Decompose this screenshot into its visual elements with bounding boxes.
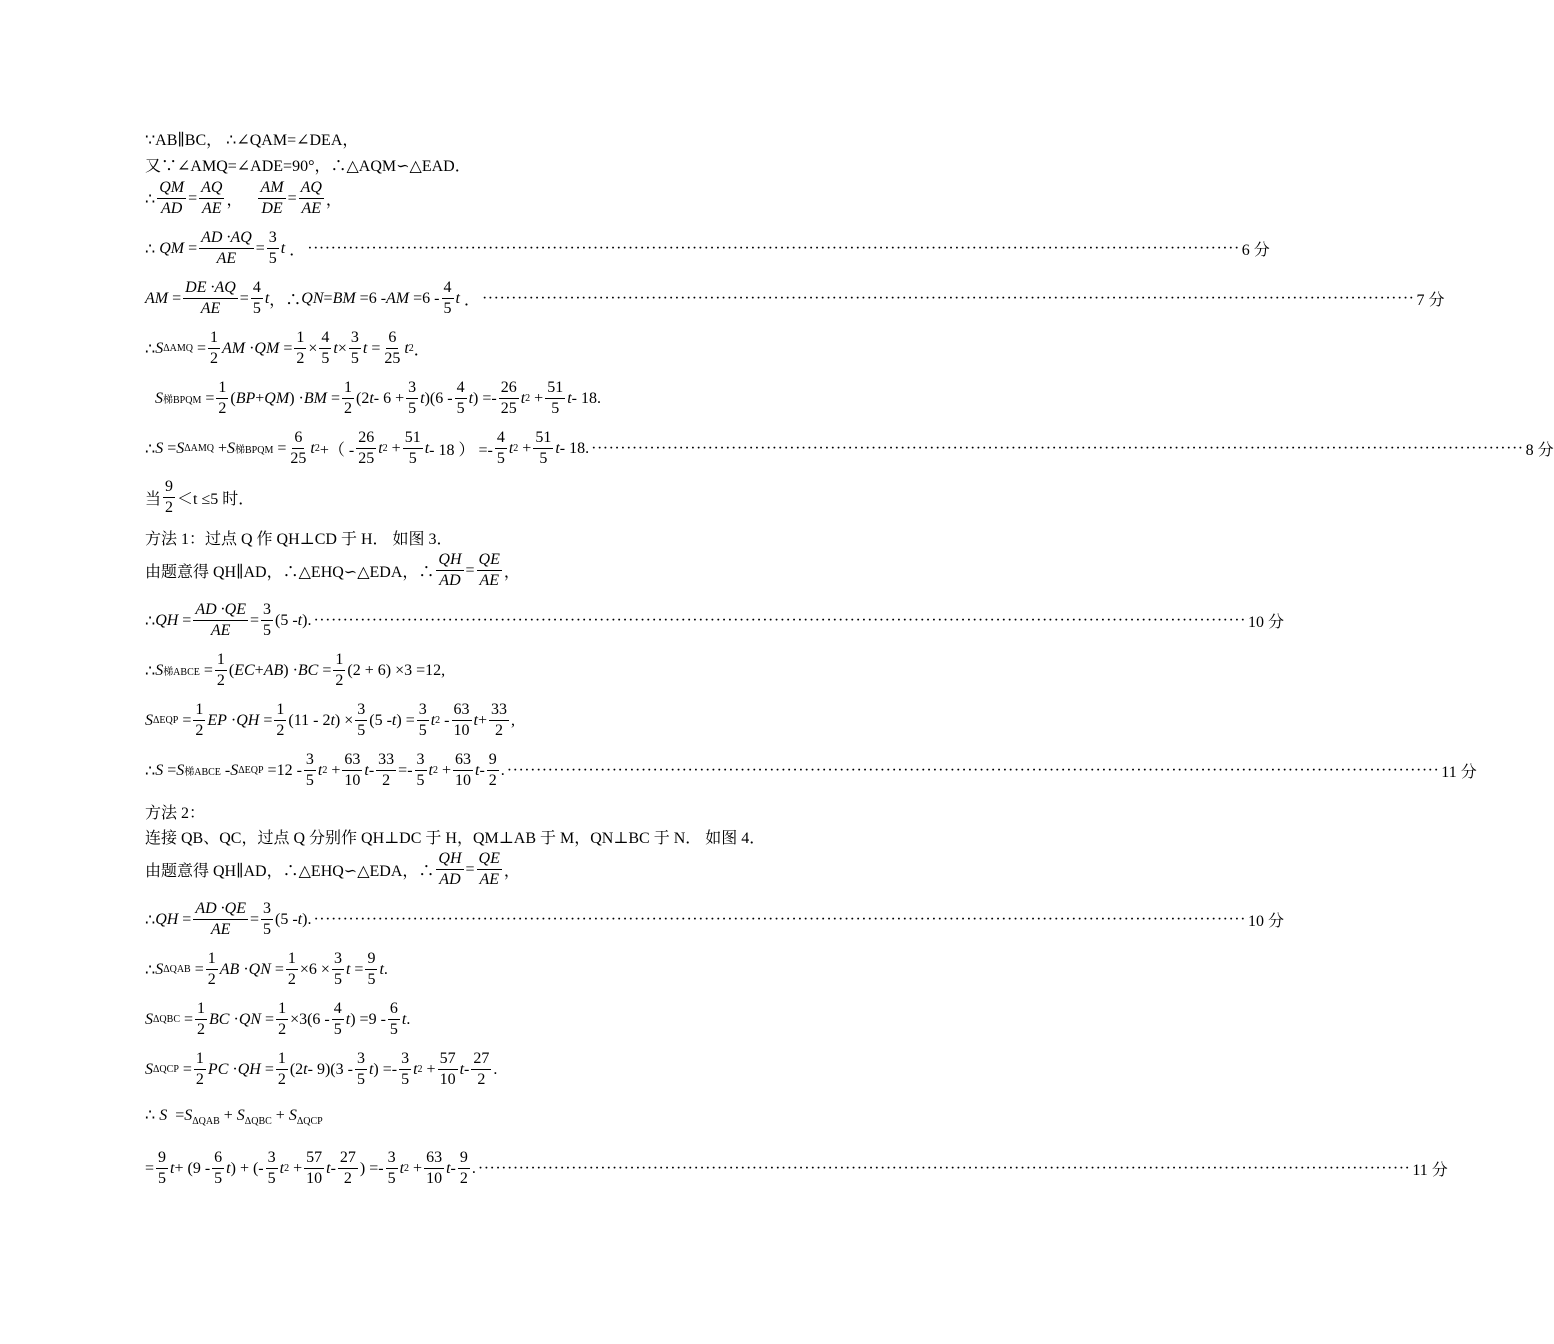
- equation-line: S ΔEQP = $\frac{1}{2}$ EP · QH = $\frac{1}{2}$ (11 - 2 t ) × $\frac{3}{5}$ (5 - t ) = $\frac{3}{5}$ t 2 - $\frac{63}{10}$ t + $\frac{33}{2}$ ,: [145, 701, 515, 739]
- equation-line: ∴ S ΔAMQ = $\frac{1}{2}$ AM · QM = $\frac{1}{2}$ × $\frac{4}{5}$ t × $\frac{3}{5}$ t = $\frac{6}{25}$ t 2 ．: [145, 329, 430, 367]
- text-line: [145, 153, 810, 176]
- score-marker: 11 分: [1412, 1162, 1448, 1179]
- equation-line: ∴ $S =S_{\Delta QAB} + S_{\Delta QBC} + S_{\Delta QCP}$: [145, 1107, 323, 1127]
- equation-line: ∴ QH = $\frac{AD \cdot QE}{AE}$ = $\frac{3}{5}$ (5 - t ). ································································································································································ 10 分: [145, 601, 1284, 639]
- equation-line: ∴ S 梯ABCE = $\frac{1}{2}$ ( EC + AB ) · BC = $\frac{1}{2}$ (2 + 6) ×3 =12,: [145, 651, 446, 689]
- dot-leader: ································································································································································: [506, 761, 1440, 779]
- method-heading: 方法 1：过点 Q 作 QH⊥CD 于 H． 如图 3．: [145, 531, 453, 548]
- dot-leader: ································································································································································: [481, 289, 1415, 307]
- proof-statement: 由题意得 QH∥AD，∴△EHQ∽△EDA，∴: [145, 863, 435, 880]
- condition-text: 当: [145, 491, 162, 508]
- equation-line: S ΔQBC = $\frac{1}{2}$ BC · QN = $\frac{1}{2}$ ×3(6 - $\frac{4}{5}$ t ) =9 - $\frac{6}{5}$ t .: [145, 1000, 411, 1038]
- equation-line: 由题意得 QH∥AD，∴△EHQ∽△EDA，∴ $\frac{QH}{AD}$ = $\frac{QE}{AE}$ ，: [145, 551, 520, 589]
- text-line: [145, 127, 810, 150]
- score-marker: 10 分: [1247, 913, 1284, 930]
- equation-line: ∴ QM = $\frac{AD \cdot AQ}{AE}$ = $\frac{3}{5}$ t ． ································································································································································ 6 分: [145, 229, 1270, 267]
- text-line: [145, 800, 810, 823]
- equation-line: AM = $\frac{DE \cdot AQ}{AE}$ = $\frac{4}{5}$ t ，∴ QN = BM =6 - AM =6 - $\frac{4}{5}$ t ． ································································································································································ 7 分: [145, 279, 1445, 317]
- condition-text: ＜t ≤5 时．: [177, 491, 255, 508]
- score-marker: 11 分: [1441, 764, 1477, 781]
- dot-leader: ································································································································································: [307, 239, 1240, 257]
- score-marker: 8 分: [1525, 442, 1554, 459]
- condition-line: 当 $\frac{9}{2}$ ＜t ≤5 时．: [145, 478, 255, 516]
- equation-line: = $\frac{9}{5}$ t + (9 - $\frac{6}{5}$ t ) + (- $\frac{3}{5}$ t 2 + $\frac{57}{10}$ t - $\frac{27}{2}$ ) =- $\frac{3}{5}$ t 2 + $\frac{63}{10}$ t - $\frac{9}{2}$ . ································································································································································ 11 分: [145, 1149, 1448, 1187]
- proof-statement: 连接 QB、QC，过点 Q 分别作 QH⊥DC 于 H，QM⊥AB 于 M，QN⊥BC 于 N． 如图 4．: [145, 830, 766, 847]
- score-marker: 10 分: [1247, 614, 1284, 631]
- score-marker: 6 分: [1241, 242, 1270, 259]
- equation-line: S ΔQCP = $\frac{1}{2}$ PC · QH = $\frac{1}{2}$ (2 t - 9)(3 - $\frac{3}{5}$ t ) =- $\frac{3}{5}$ t 2 + $\frac{57}{10}$ t - $\frac{27}{2}$ .: [145, 1050, 498, 1088]
- equation-line: S 梯BPQM = $\frac{1}{2}$ ( BP + QM ) · BM = $\frac{1}{2}$ (2 t - 6 + $\frac{3}{5}$ t )(6 - $\frac{4}{5}$ t ) =- $\frac{26}{25}$ t 2 + $\frac{51}{5}$ t - 18.: [155, 379, 601, 417]
- dot-leader: ································································································································································: [477, 1159, 1411, 1177]
- equation-line: ∴ QH = $\frac{AD \cdot QE}{AE}$ = $\frac{3}{5}$ (5 - t ). ································································································································································ 10 分: [145, 900, 1284, 938]
- score-marker: 7 分: [1416, 292, 1445, 309]
- proof-statement: 又∵∠AMQ=∠ADE=90°，∴△AQM∽△EAD．: [145, 158, 471, 175]
- dot-leader: ································································································································································: [313, 611, 1246, 629]
- equation-line: ∴ S = S ΔAMQ + S 梯BPQM = $\frac{6}{25}$ t 2 +（ - $\frac{26}{25}$ t 2 + $\frac{51}{5}$ t - 18 ） =- $\frac{4}{5}$ t 2 + $\frac{51}{5}$ t - 18. ································································································································································ 8 分: [145, 429, 1554, 467]
- equation-line: ∴ S = S 梯ABCE - S ΔEQP =12 - $\frac{3}{5}$ t 2 + $\frac{63}{10}$ t - $\frac{33}{2}$ =- $\frac{3}{5}$ t 2 + $\frac{63}{10}$ t - $\frac{9}{2}$ . ································································································································································ 11 分: [145, 751, 1477, 789]
- dot-leader: ································································································································································: [591, 439, 1524, 457]
- equation-line: ∴ S ΔQAB = $\frac{1}{2}$ AB · QN = $\frac{1}{2}$ ×6 × $\frac{3}{5}$ t = $\frac{9}{5}$ t .: [145, 950, 388, 988]
- text-line: [145, 526, 810, 549]
- proof-statement: 由题意得 QH∥AD，∴△EHQ∽△EDA，∴: [145, 564, 435, 581]
- text-line: [145, 825, 810, 848]
- proof-statement: ∵AB∥BC， ∴∠QAM=∠DEA，: [145, 132, 359, 149]
- dot-leader: ································································································································································: [313, 910, 1246, 928]
- equation-line: ∴ $\frac{QM}{AD}$ = $\frac{AQ}{AE}$ ， $\frac{AM}{DE}$ = $\frac{AQ}{AE}$ ，: [145, 179, 342, 217]
- method-heading: 方法 2：: [145, 805, 206, 822]
- equation-line: 由题意得 QH∥AD，∴△EHQ∽△EDA，∴ $\frac{QH}{AD}$ = $\frac{QE}{AE}$ ，: [145, 850, 520, 888]
